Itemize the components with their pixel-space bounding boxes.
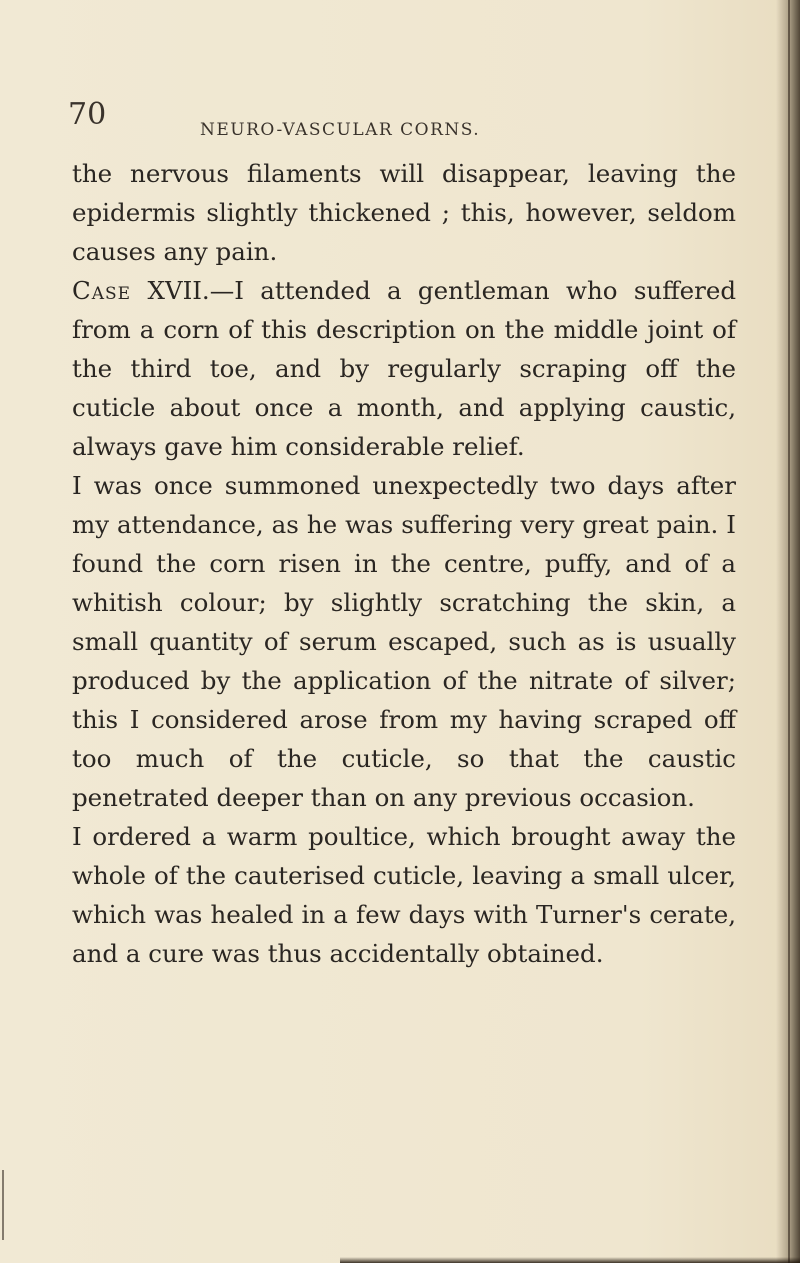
paragraph-text: I was once summoned unexpectedly two days after my attendance, as he was suffering very great pain. I found the corn risen in the centre, puffy, and of a whitish colour; by slightly scratching the skin, a small quantity of serum escaped, such as is usually produced by the application of the nitrate of silver; this I considered arose from my having scraped off too much of the cuticle, so that the caustic penetrated deeper than on any previous occasion. [72, 471, 736, 812]
body-text [72, 154, 736, 973]
case-label: Case [72, 276, 132, 305]
case-number: XVII. [147, 276, 210, 305]
paragraph-text: —I attended a gentleman who suffered from a corn of this description on the middle joint of the third toe, and by regularly scraping off the cuticle about once a month, and applying caustic, always gave him considerable relief. [72, 276, 737, 461]
paragraph-summons [72, 466, 736, 817]
page-number: 70 [68, 97, 107, 132]
paragraph-continuation [72, 154, 736, 271]
paragraph-treatment [72, 817, 736, 973]
bottom-edge-shadow [340, 1257, 800, 1263]
paragraph-text: I ordered a warm poultice, which brought away the whole of the cauterised cuticle, leaving a small ulcer, which was healed in a few days with Turner's cerate, and a cure was thus accidentally obtained. [72, 822, 736, 968]
running-title: NEURO-VASCULAR CORNS. [200, 120, 481, 140]
paragraph-case-xvii [72, 271, 736, 466]
margin-mark [2, 1170, 4, 1240]
binding-line [788, 0, 790, 1263]
paragraph-text: the nervous filaments will disappear, leaving the epidermis slightly thickened ; this, however, seldom causes any pain. [72, 159, 736, 266]
